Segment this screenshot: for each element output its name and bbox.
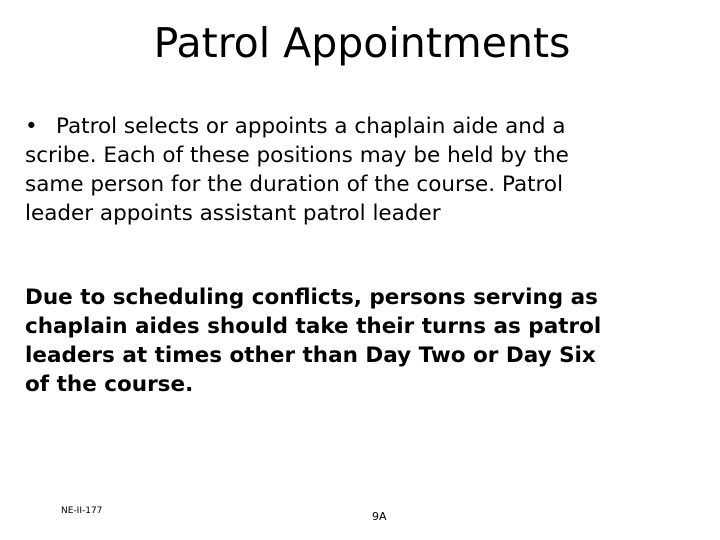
bullet-line: [25, 112, 705, 141]
note-line: leaders at times other than Day Two or Day Six: [25, 343, 596, 368]
scheduling-note: [25, 283, 705, 399]
bullet-line: leader appoints assistant patrol leader: [25, 201, 441, 226]
bullet-icon: •: [25, 114, 38, 139]
bullet-text: Patrol selects or appoints a chaplain aide and a: [56, 114, 566, 139]
note-line: of the course.: [25, 372, 194, 397]
note-line: chaplain aides should take their turns as patrol: [25, 314, 602, 339]
bullet-paragraph: [25, 112, 705, 228]
note-line: Due to scheduling conflicts, persons serving as: [25, 285, 598, 310]
slide-title: Patrol Appointments: [153, 19, 571, 67]
footer-course-code: NE-II-177: [61, 506, 103, 516]
footer-page-number: 9A: [372, 510, 387, 523]
bullet-line: same person for the duration of the course. Patrol: [25, 172, 564, 197]
bullet-line: scribe. Each of these positions may be held by the: [25, 143, 569, 168]
